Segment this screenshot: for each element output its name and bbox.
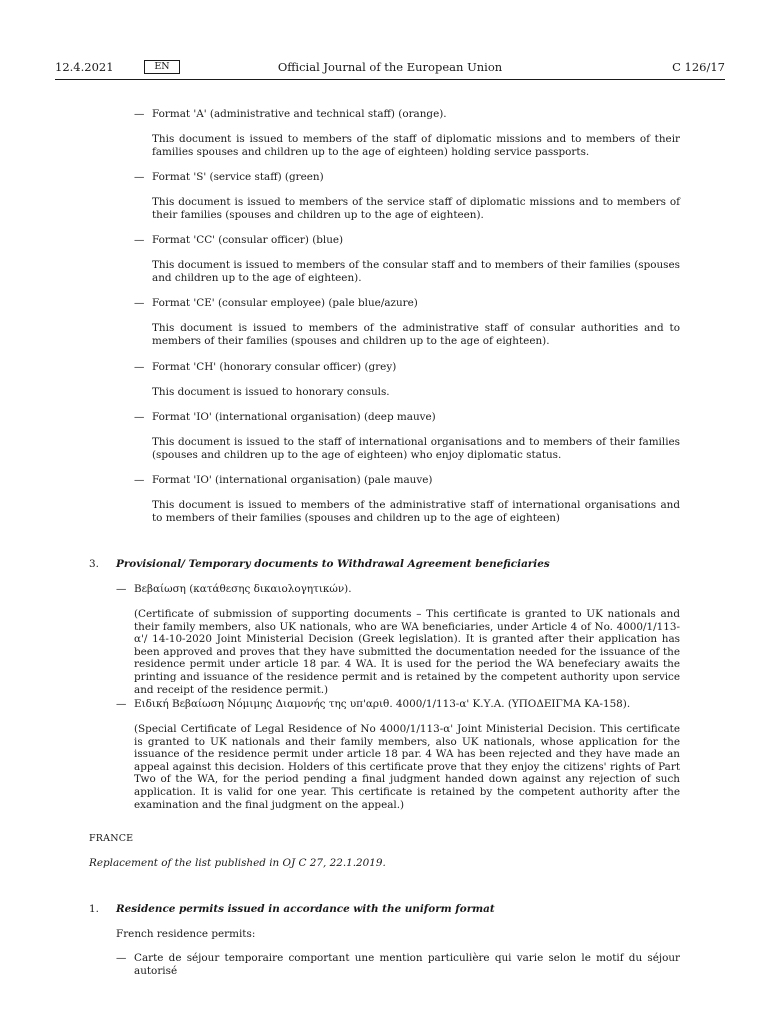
intro-text: French residence permits: [116, 928, 256, 940]
list-dash: — [134, 108, 145, 120]
list-dash: — [134, 234, 145, 246]
format-description: This document is issued to members of the staff of diplomatic missions and to members of their families spouses and children up to the age of eighteen) holding service passports. [152, 133, 680, 158]
section-number: 1. [89, 903, 99, 915]
format-title: Format 'S' (service staff) (green) [152, 171, 324, 183]
format-title: Format 'CC' (consular officer) (blue) [152, 234, 344, 246]
format-description: This document is issued to members of the administrative staff of consular authorities and to members of their families (spouses and children up to the age of eighteen). [152, 322, 680, 347]
country-heading: FRANCE [89, 833, 134, 844]
format-title: Format 'IO' (international organisation) (pale mauve) [152, 474, 433, 486]
list-dash: — [116, 698, 127, 710]
list-dash: — [134, 474, 145, 486]
list-dash: — [116, 952, 127, 964]
format-description: This document is issued to members of the consular staff and to members of their families (spouses and children up to the age of eighteen). [152, 259, 680, 284]
page-header [55, 59, 725, 80]
greek-document-description: (Special Certificate of Legal Residence of No 4000/1/113-α' Joint Ministerial Decision. This certificate is granted to UK nationals and their family members, also UK nationals, whose application for the issuance of the residence permit under article 18 par. 4 WA has been rejected and they have made an appeal against this decision. Holders of this certificate prove that they enjoy the citizens' rights of Part Two of the WA, for the period pending a final judgment handed down against any rejection of such application. It is valid for one year. This certificate is retained by the competent authority after the examination and the final judgment on the appeal.) [134, 723, 680, 811]
greek-document-title: Ειδική Βεβαίωση Νόμιμης Διαμονής της υπ'αριθ. 4000/1/113-α' Κ.Υ.Α. (ΥΠΟΔΕΙΓΜΑ ΚΑ-158). [134, 698, 631, 710]
format-title: Format 'CE' (consular employee) (pale blue/azure) [152, 297, 418, 309]
permit-item: Carte de séjour temporaire comportant une mention particulière qui varie selon le motif du séjour autorisé [134, 952, 680, 977]
page-reference: C 126/17 [672, 60, 725, 74]
format-description: This document is issued to members of the service staff of diplomatic missions and to members of their families (spouses and children up to the age of eighteen). [152, 196, 680, 221]
format-description: This document is issued to honorary consuls. [152, 386, 390, 398]
greek-document-description: (Certificate of submission of supporting documents – This certificate is granted to UK nationals and their family members, also UK nationals, who are WA beneficiaries, under Article 4 of No. 4000/1/113-α'/ 14-10-2020 Joint Ministerial Decision (Greek legislation). It is granted after their application has been approved and proves that they have submitted the documentation needed for the issuance of the residence permit under article 18 par. 4 WA. It is used for the period the WA benefeciary awaits the printing and issuance of the residence permit and is retained by the competent authority upon service and receipt of the residence permit.) [134, 608, 680, 696]
format-title: Format 'A' (administrative and technical staff) (orange). [152, 108, 447, 120]
journal-title: Official Journal of the European Union [277, 60, 503, 74]
format-description: This document is issued to members of the administrative staff of international organisations and to members of their families (spouses and children up to the age of eighteen) [152, 499, 680, 524]
publication-date: 12.4.2021 [55, 60, 114, 74]
section-number: 3. [89, 558, 99, 570]
language-badge: EN [144, 60, 180, 74]
greek-document-title: Βεβαίωση (κατάθεσης δικαιολογητικών). [134, 583, 352, 595]
format-title: Format 'CH' (honorary consular officer) (grey) [152, 361, 397, 373]
list-dash: — [116, 583, 127, 595]
section-title: Residence permits issued in accordance with the uniform format [116, 903, 495, 915]
format-description: This document is issued to the staff of international organisations and to members of their families (spouses and children up to the age of eighteen) who enjoy diplomatic status. [152, 436, 680, 461]
list-dash: — [134, 361, 145, 373]
list-dash: — [134, 171, 145, 183]
replacement-note: Replacement of the list published in OJ C 27, 22.1.2019. [89, 857, 386, 869]
section-title: Provisional/ Temporary documents to Withdrawal Agreement beneficiaries [116, 558, 550, 570]
list-dash: — [134, 411, 145, 423]
list-dash: — [134, 297, 145, 309]
format-title: Format 'IO' (international organisation) (deep mauve) [152, 411, 436, 423]
